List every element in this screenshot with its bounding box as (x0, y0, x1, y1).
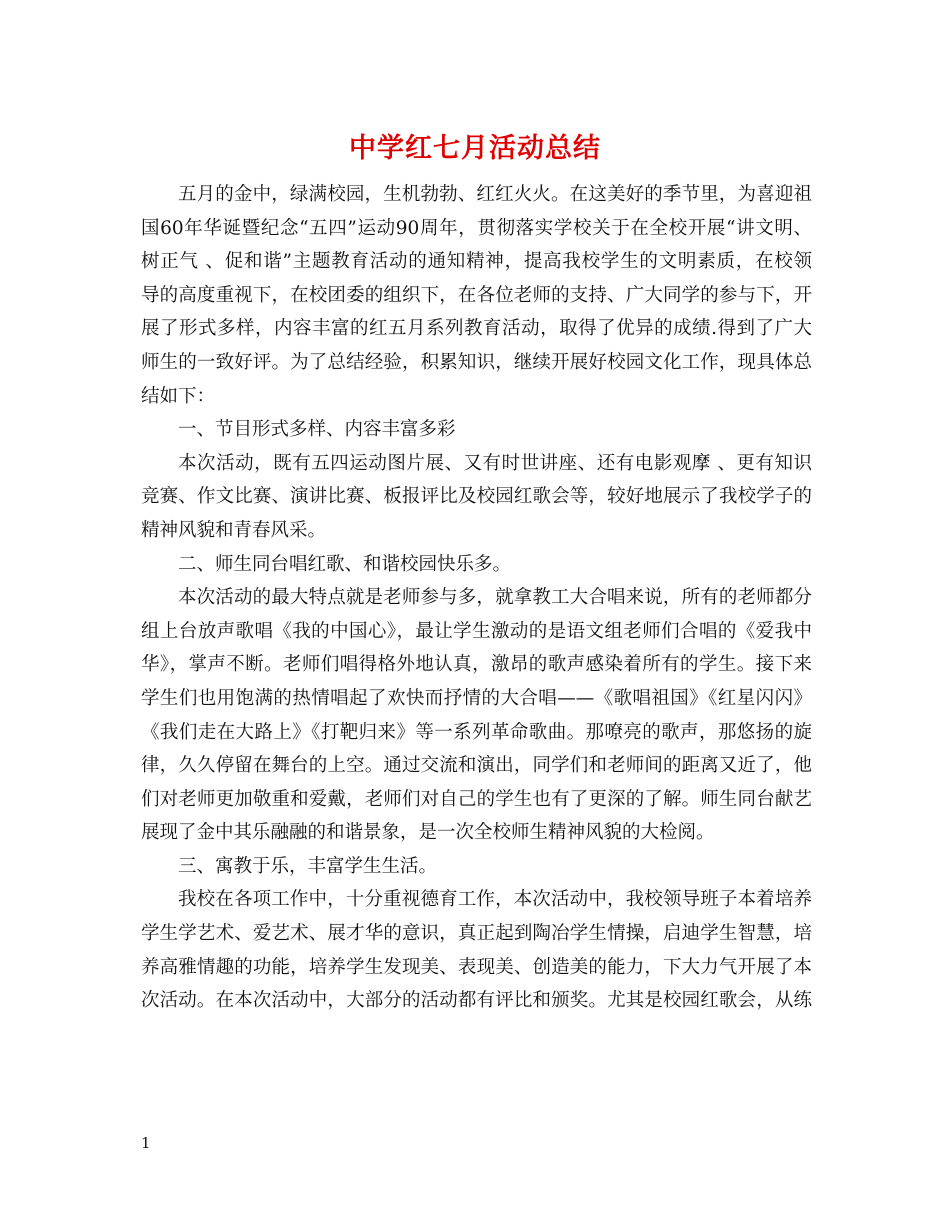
text-line: 展现了金中其乐融融的和谐景象，是一次全校师生精神风貌的大检阅。 (141, 822, 715, 844)
text-line: 二、师生同台唱红歌、和谐校园快乐多。 (178, 553, 512, 575)
document-title: 中学红七月活动总结 (349, 133, 601, 164)
document-body (141, 178, 812, 1018)
text-line: 华》，掌声不断。老师们唱得格外地认真，激昂的歌声感染着所有的学生。接下来 (141, 654, 812, 676)
text-line: 学生们也用饱满的热情唱起了欢快而抒情的大合唱——《歌唱祖国》《红星闪闪》 (141, 687, 812, 709)
text-line: 本次活动的最大特点就是老师参与多，就拿教工大合唱来说，所有的老师都分 (178, 587, 812, 609)
text-line: 三、寓教于乐，丰富学生生活。 (178, 855, 438, 877)
text-line: 律，久久停留在舞台的上空。通过交流和演出，同学们和老师间的距离又近了，他 (141, 755, 812, 777)
text-line: 一、节目形式多样、内容丰富多彩 (178, 419, 456, 441)
text-line: 树正气 、促和谐”主题教育活动的通知精神，提高我校学生的文明素质，在校领 (141, 251, 812, 273)
text-line: 展了形式多样，内容丰富的红五月系列教育活动，取得了优异的成绩.得到了广大 (141, 318, 812, 340)
text-line: 学生学艺术、爱艺术、展才华的意识，真正起到陶冶学生情操，启迪学生智慧，培 (141, 923, 812, 945)
text-line: 五月的金中，绿满校园，生机勃勃、红红火火。在这美好的季节里，为喜迎祖 (178, 184, 812, 205)
text-line: 精神风貌和青春风采。 (141, 519, 327, 541)
text-line: 导的高度重视下，在校团委的组织下，在各位老师的支持、广大同学的参与下，开 (141, 284, 812, 306)
text-line: 本次活动，既有五四运动图片展、又有时世讲座、还有电影观摩 、更有知识 (178, 452, 812, 474)
text-line: 我校在各项工作中，十分重视德育工作，本次活动中，我校领导班子本着培养 (178, 889, 812, 911)
text-line: 养高雅情趣的功能，培养学生发现美、表现美、创造美的能力，下大力气开展了本 (141, 956, 812, 978)
text-line: 们对老师更加敬重和爱戴，老师们对自己的学生也有了更深的了解。师生同台献艺 (141, 788, 812, 810)
text-line: 次活动。在本次活动中，大部分的活动都有评比和颁奖。尤其是校园红歌会，从练 (141, 990, 812, 1012)
text-line: 国60年华诞暨纪念“五四”运动90周年，贯彻落实学校关于在全校开展“讲文明、 (141, 217, 812, 239)
page-number: 1 (141, 1134, 151, 1152)
text-line: 组上台放声歌唱《我的中国心》，最让学生激动的是语文组老师们合唱的《爱我中 (141, 620, 812, 642)
text-line: 师生的一致好评。为了总结经验，积累知识，继续开展好校园文化工作，现具体总 (141, 351, 812, 373)
text-line: 《我们走在大路上》《打靶归来》等一系列革命歌曲。那嘹亮的歌声，那悠扬的旋 (141, 721, 812, 743)
text-line: 竞赛、作文比赛、演讲比赛、板报评比及校园红歌会等，较好地展示了我校学子的 (141, 486, 812, 508)
text-line: 结如下： (141, 385, 216, 407)
